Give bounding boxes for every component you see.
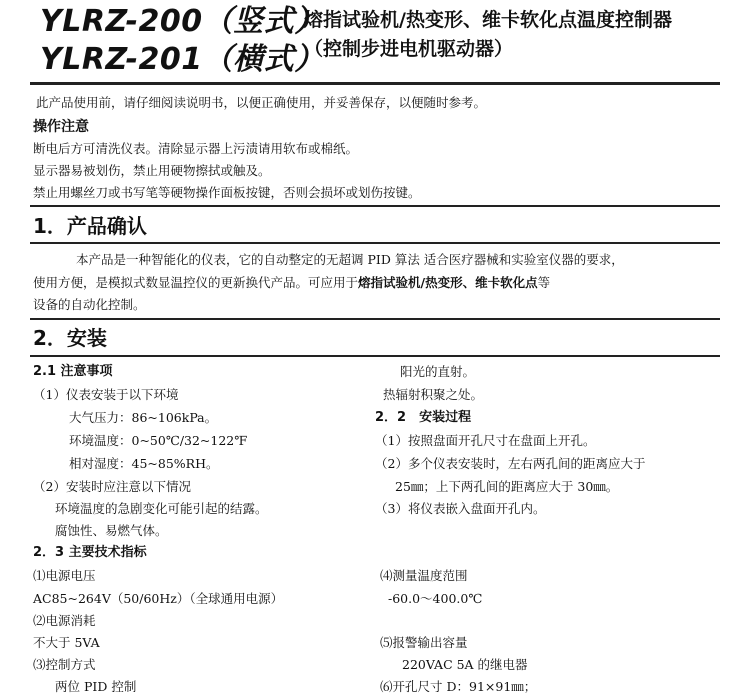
section1-line2-normal: 使用方便，是模拟式数显温控仪的更新换代产品。可应用于 [33, 275, 359, 290]
section1-top-divider [30, 205, 720, 207]
section1-divider [30, 242, 720, 244]
section2-top-divider [30, 318, 720, 320]
section2-divider [30, 355, 720, 357]
sub1-item: 大气压力：86~106kPa。 [69, 410, 218, 425]
sub1-heading: 2.1 注意事项 [33, 364, 113, 379]
section1-heading: 1．产品确认 [33, 214, 147, 238]
sub2-item: （2）多个仪表安装时，左右两孔间的距离应大于 [375, 456, 646, 471]
caution-line: 禁止用螺丝刀或书写笔等硬物操作面板按键，否则会损坏或划伤按键。 [33, 185, 421, 200]
intro-text: 此产品使用前，请仔细阅读说明书，以便正确使用，并妥善保存，以便随时参考。 [36, 95, 487, 110]
sub1-item: 相对湿度：45~85%RH。 [69, 456, 219, 471]
sub1-item: 环境温度的急剧变化可能引起的结露。 [55, 501, 268, 516]
sub1-item: （2）安装时应注意以下情况 [33, 479, 191, 494]
sub2-heading: 2．2 安装过程 [375, 410, 472, 425]
spec-item: 不大于 5VA [33, 635, 100, 650]
sub1-right-item: 阳光的直射。 [400, 364, 476, 379]
sub1-right-item: 热辐射积聚之处。 [383, 387, 484, 402]
sub3-heading: 2．3 主要技术指标 [33, 545, 147, 560]
sub1-item: 环境温度：0~50℃/32~122℉ [69, 433, 248, 448]
product-title: 熔指试验机/热变形、维卡软化点温度控制器 [304, 9, 672, 31]
sub1-item: 腐蚀性、易燃气体。 [55, 523, 168, 538]
sub2-item: （1）按照盘面开孔尺寸在盘面上开孔。 [375, 433, 596, 448]
caution-line: 断电后方可清洗仪表。清除显示器上污渍请用软布或棉纸。 [33, 141, 359, 156]
sub1-item: （1）仪表安装于以下环境 [33, 387, 179, 402]
spec-item: 两位 PID 控制 [55, 679, 137, 694]
sub2-item: （3）将仪表嵌入盘面开孔内。 [375, 501, 546, 516]
spec-item: ⑵电源消耗 [33, 613, 96, 628]
caution-line: 显示器易被划伤，禁止用硬物擦拭或触及。 [33, 163, 271, 178]
cautions-heading: 操作注意 [33, 119, 89, 135]
product-subtitle: （控制步进电机驱动器） [304, 38, 514, 60]
section2-heading: 2．安装 [33, 326, 107, 350]
model-horizontal: YLRZ-201（横式） [40, 42, 325, 77]
spec-item: 220VAC 5A 的继电器 [402, 657, 528, 672]
spec-item: ⑶控制方式 [33, 657, 96, 672]
section1-line3: 设备的自动化控制。 [33, 297, 146, 312]
spec-item: ⑷测量温度范围 [380, 568, 468, 583]
spec-item: ⑸报警输出容量 [380, 635, 468, 650]
section1-line2-tail: 等 [537, 275, 551, 290]
model-vertical: YLRZ-200（竖式） [40, 4, 325, 39]
spec-item: AC85~264V（50/60Hz）（全球通用电源） [33, 591, 284, 606]
header-divider [30, 82, 720, 85]
spec-item: ⑴电源电压 [33, 568, 96, 583]
section1-line2 [33, 274, 550, 292]
section1-line1: 本产品是一种智能化的仪表，它的自动整定的无超调 PID 算法 适合医疗器械和实验室仪器的要求， [76, 252, 624, 267]
spec-item: -60.0～400.0℃ [388, 591, 483, 606]
section1-line2-bold: 熔指试验机/热变形、维卡软化点 [358, 275, 538, 290]
spec-item: ⑹开孔尺寸 D：91×91㎜； [380, 679, 537, 694]
sub2-item: 25㎜；上下两孔间的距离应大于 30㎜。 [395, 479, 619, 494]
